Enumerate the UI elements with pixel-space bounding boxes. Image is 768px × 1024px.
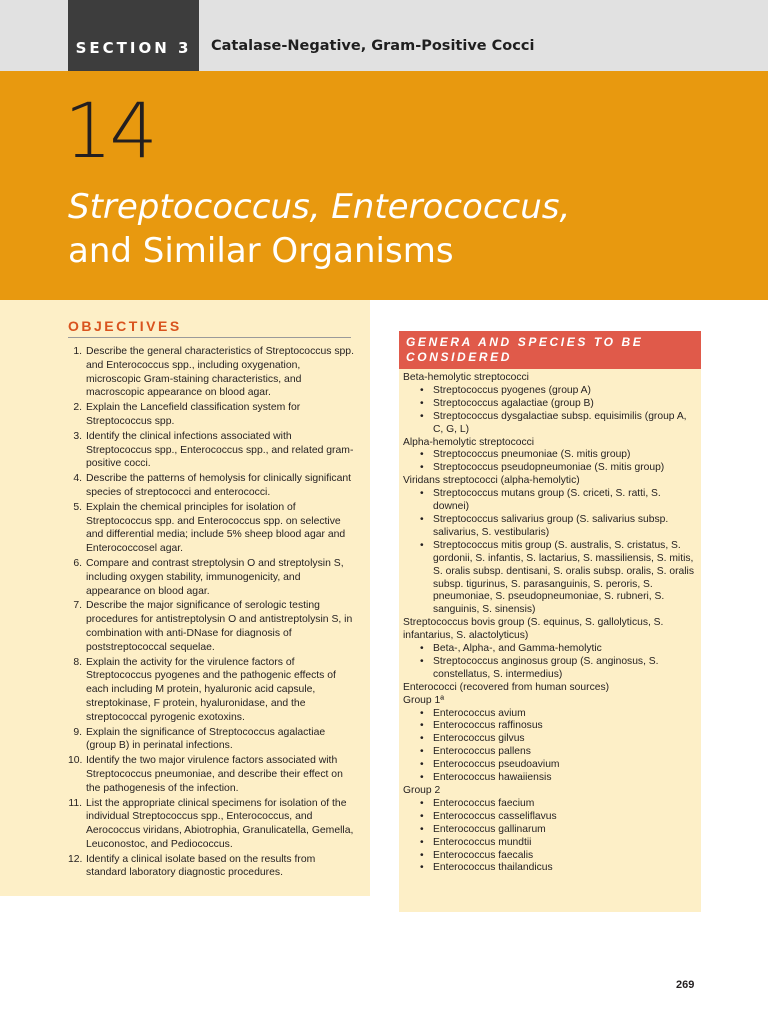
species-item: • Beta-, Alpha-, and Gamma-hemolytic bbox=[403, 643, 697, 656]
objective-item bbox=[68, 754, 358, 795]
species-item: • Streptococcus pseudopneumoniae (S. mitis group) bbox=[403, 462, 697, 475]
section-title: Catalase-Negative, Gram-Positive Cocci bbox=[211, 38, 535, 54]
objectives-panel bbox=[0, 300, 370, 896]
objective-number: 9. bbox=[73, 726, 82, 738]
objective-item bbox=[68, 557, 358, 598]
objective-item bbox=[68, 501, 358, 556]
species-item: • Enterococcus faecium bbox=[403, 798, 697, 811]
species-item: • Streptococcus pyogenes (group A) bbox=[403, 385, 697, 398]
species-item: • Streptococcus mutans group (S. criceti, S. ratti, S. downei) bbox=[403, 488, 697, 514]
species-item: • Streptococcus dysgalactiae subsp. equisimilis (group A, C, G, L) bbox=[403, 411, 697, 437]
objective-number: 7. bbox=[73, 600, 82, 612]
chapter-banner bbox=[0, 71, 768, 300]
group-label: Beta-hemolytic streptococci bbox=[403, 372, 529, 383]
genera-box bbox=[399, 331, 701, 912]
objective-text: Explain the Lancefield classification system for Streptococcus spp. bbox=[86, 402, 301, 427]
species-item: • Streptococcus mitis group (S. australis, S. cristatus, S. gordonii, S. infantis, S. lactarius, S. massiliensis, S. mitis, S. oralis subsp. dentisani, S. oralis subsp. oralis, S. oralis subsp. tigurinus, S. parasanguinis, S. peroris, S. pneumoniae, S. pseudopneumoniae, S. rubneri, S. sanguinis, S. sinensis) bbox=[403, 540, 697, 617]
objective-item bbox=[68, 726, 358, 754]
objective-text: Compare and contrast streptolysin O and streptolysin S, including oxygen stability, immunogenicity, and appearance on blood agar. bbox=[86, 557, 344, 597]
objective-text: List the appropriate clinical specimens for isolation of the individual Streptococcus spp., Enterococcus, and Aerococcus viridans, Abiotrophia, Granulicatella, Gemella, Leuconostoc, and Pediococcus. bbox=[86, 797, 354, 850]
objectives-heading: OBJECTIVES bbox=[68, 318, 351, 338]
species-item: • Streptococcus pneumoniae (S. mitis group) bbox=[403, 449, 697, 462]
objective-number: 5. bbox=[73, 501, 82, 513]
objective-number: 6. bbox=[73, 557, 82, 569]
objective-text: Describe the general characteristics of Streptococcus spp. and Enterococcus spp., including oxygenation, microscopic Gram-staining characteristics, and macroscopic appearance on blood agar. bbox=[86, 346, 354, 399]
group-label: Streptococcus bovis group (S. equinus, S. gallolyticus, S. infantarius, S. alactolyticus) bbox=[403, 617, 664, 642]
objective-number: 4. bbox=[73, 473, 82, 485]
chapter-title bbox=[68, 185, 570, 273]
objective-item bbox=[68, 345, 358, 400]
objective-item bbox=[68, 599, 358, 654]
objective-number: 8. bbox=[73, 656, 82, 668]
objectives-list bbox=[68, 345, 358, 881]
species-item: • Enterococcus faecalis bbox=[403, 850, 697, 863]
objective-item bbox=[68, 797, 358, 852]
chapter-title-line-2: and Similar Organisms bbox=[68, 231, 454, 271]
objective-item bbox=[68, 853, 358, 881]
chapter-title-line-1: Streptococcus, Enterococcus, bbox=[68, 187, 571, 227]
species-item: • Streptococcus agalactiae (group B) bbox=[403, 398, 697, 411]
objective-item bbox=[68, 401, 358, 429]
group-label: Group 2 bbox=[403, 785, 441, 796]
species-item: • Enterococcus casseliflavus bbox=[403, 811, 697, 824]
objective-number: 10. bbox=[68, 755, 83, 767]
species-item: • Enterococcus raffinosus bbox=[403, 720, 697, 733]
objective-text: Explain the chemical principles for isolation of Streptococcus spp. and Enterococcus spp. on selective and differential media; include 5% sheep blood agar and Enterococcosel agar. bbox=[86, 501, 346, 555]
objective-text: Describe the patterns of hemolysis for clinically significant species of streptococci and enterococci. bbox=[86, 473, 352, 498]
objective-text: Identify the clinical infections associated with Streptococcus spp., Enterococcus spp., and related gram-positive cocci. bbox=[86, 430, 354, 470]
section-header-bar bbox=[0, 0, 768, 71]
objective-item bbox=[68, 656, 358, 725]
group-label: Group 1ª bbox=[403, 694, 445, 706]
group-label: Alpha-hemolytic streptococci bbox=[403, 436, 535, 448]
species-item: • Streptococcus anginosus group (S. anginosus, S. constellatus, S. intermedius) bbox=[403, 656, 697, 682]
species-item: • Enterococcus mundtii bbox=[403, 837, 697, 850]
objective-text: Describe the major significance of serologic testing procedures for antistreptolysin O and antistreptolysin S, in combination with anti-DNase for diagnosis of poststreptococcal sequelae. bbox=[86, 600, 353, 653]
chapter-number: 14 bbox=[64, 86, 155, 175]
objective-number: 1. bbox=[73, 346, 82, 357]
group-label: Enterococci (recovered from human sources) bbox=[403, 681, 610, 693]
objective-text: Explain the activity for the virulence factors of Streptococcus pyogenes and the pathogenic effects of each including M protein, hyaluronic acid capsule, streptokinase, F protein, hyaluronidase, and the streptococcal pyrogenic exotoxins. bbox=[86, 656, 336, 723]
species-item: • Streptococcus salivarius group (S. salivarius subsp. salivarius, S. vestibularis) bbox=[403, 514, 697, 540]
species-item: • Enterococcus avium bbox=[403, 708, 697, 721]
genera-heading: GENERA AND SPECIES TO BE CONSIDERED bbox=[399, 331, 701, 369]
section-label: SECTION 3 bbox=[68, 0, 199, 71]
species-item: • Enterococcus thailandicus bbox=[403, 862, 697, 875]
group-label: Viridans streptococci (alpha-hemolytic) bbox=[403, 475, 580, 487]
genera-list bbox=[399, 369, 701, 875]
objective-text: Identify a clinical isolate based on the results from standard laboratory diagnostic procedures. bbox=[86, 853, 316, 879]
objective-number: 12. bbox=[68, 853, 83, 865]
objective-number: 11. bbox=[68, 797, 82, 809]
species-item: • Enterococcus hawaiiensis bbox=[403, 772, 697, 785]
objective-text: Explain the significance of Streptococcus agalactiae (group B) in perinatal infections. bbox=[86, 726, 326, 752]
objective-number: 2. bbox=[73, 402, 82, 414]
objective-text: Identify the two major virulence factors associated with Streptococcus pneumoniae, and describe their effect on the pathogenesis of the infection. bbox=[86, 755, 343, 794]
page-number: 269 bbox=[676, 979, 695, 991]
objective-item bbox=[68, 472, 358, 500]
objective-item bbox=[68, 430, 358, 471]
species-item: • Enterococcus pallens bbox=[403, 746, 697, 759]
species-item: • Enterococcus gallinarum bbox=[403, 824, 697, 837]
species-item: • Enterococcus pseudoavium bbox=[403, 759, 697, 772]
species-item: • Enterococcus gilvus bbox=[403, 733, 697, 746]
objective-number: 3. bbox=[73, 430, 82, 442]
